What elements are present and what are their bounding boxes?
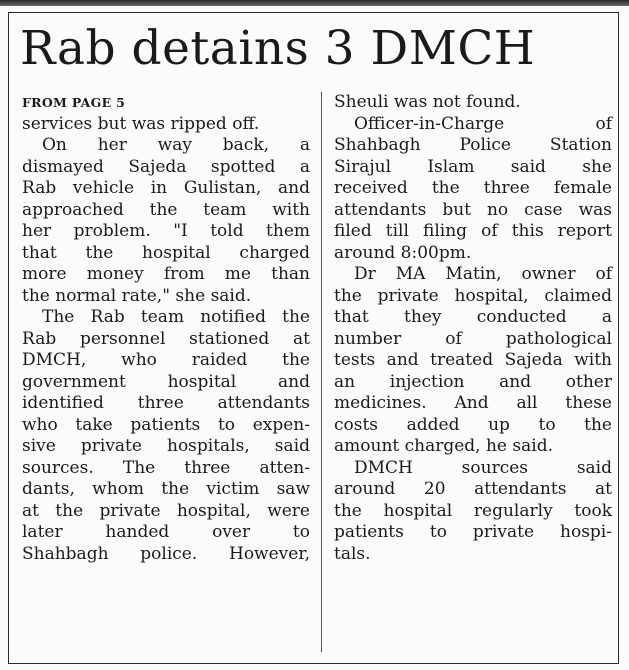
- text-line: costs added up to the: [334, 414, 612, 435]
- text-line: approached the team with: [22, 199, 310, 220]
- text-line: her problem. "I told them: [22, 221, 310, 241]
- text-line: received the three female: [334, 178, 612, 198]
- headline: Rab detains 3 DMCH: [20, 21, 536, 76]
- text-line: tals.: [334, 543, 371, 564]
- text-line: the normal rate," she said.: [22, 285, 252, 306]
- text-line: Shahbagh Police Station: [334, 135, 612, 155]
- text-line: number of pathological: [334, 328, 612, 349]
- text-line: Shahbagh police. However,: [22, 543, 310, 564]
- column-divider: [321, 92, 322, 652]
- text-line: around 20 attendants at: [334, 479, 612, 499]
- text-line: identified three attendants: [22, 393, 310, 413]
- text-line: DMCH sources said: [354, 457, 612, 478]
- text-line: that the hospital charged: [22, 242, 310, 263]
- left-column: [22, 92, 310, 565]
- text-line: at the private hospital, were: [22, 500, 310, 521]
- text-line: later handed over to: [22, 522, 310, 542]
- text-line: the private hospital, claimed: [334, 285, 612, 306]
- text-line: Sheuli was not found.: [334, 92, 521, 112]
- kicker: FROM PAGE 5: [22, 95, 126, 110]
- text-line: medicines. And all these: [334, 393, 612, 413]
- text-line: tests and treated Sajeda with: [334, 350, 612, 370]
- text-line: the hospital regularly took: [334, 500, 612, 521]
- text-line: dismayed Sajeda spotted a: [22, 156, 310, 177]
- text-line: DMCH, who raided the: [22, 350, 310, 370]
- text-line: around 8:00pm.: [334, 242, 472, 263]
- text-line: dants, whom the victim saw: [22, 479, 310, 499]
- text-line: On her way back, a: [42, 135, 310, 155]
- text-line: Sirajul Islam said she: [334, 156, 612, 177]
- text-line: Rab personnel stationed at: [22, 328, 310, 349]
- text-line: filed till filing of this report: [334, 221, 612, 241]
- text-line: patients to private hospi-: [334, 522, 612, 542]
- text-line: attendants but no case was: [334, 199, 612, 220]
- text-line: Officer-in-Charge of: [354, 113, 612, 134]
- text-line: that they conducted a: [334, 307, 612, 327]
- text-line: services but was ripped off.: [22, 113, 260, 134]
- text-line: Rab vehicle in Gulistan, and: [22, 178, 310, 198]
- text-line: amount charged, he said.: [334, 436, 553, 456]
- text-line: government hospital and: [22, 371, 310, 392]
- text-line: an injection and other: [334, 371, 612, 392]
- text-line: Dr MA Matin, owner of: [354, 264, 612, 284]
- text-line: sources. The three atten-: [22, 457, 310, 478]
- top-rule: [0, 0, 629, 6]
- text-line: more money from me than: [22, 264, 310, 284]
- text-line: who take patients to expen-: [22, 414, 310, 435]
- text-line: sive private hospitals, said: [22, 436, 310, 456]
- right-column: [334, 92, 612, 565]
- text-line: The Rab team notified the: [42, 307, 310, 327]
